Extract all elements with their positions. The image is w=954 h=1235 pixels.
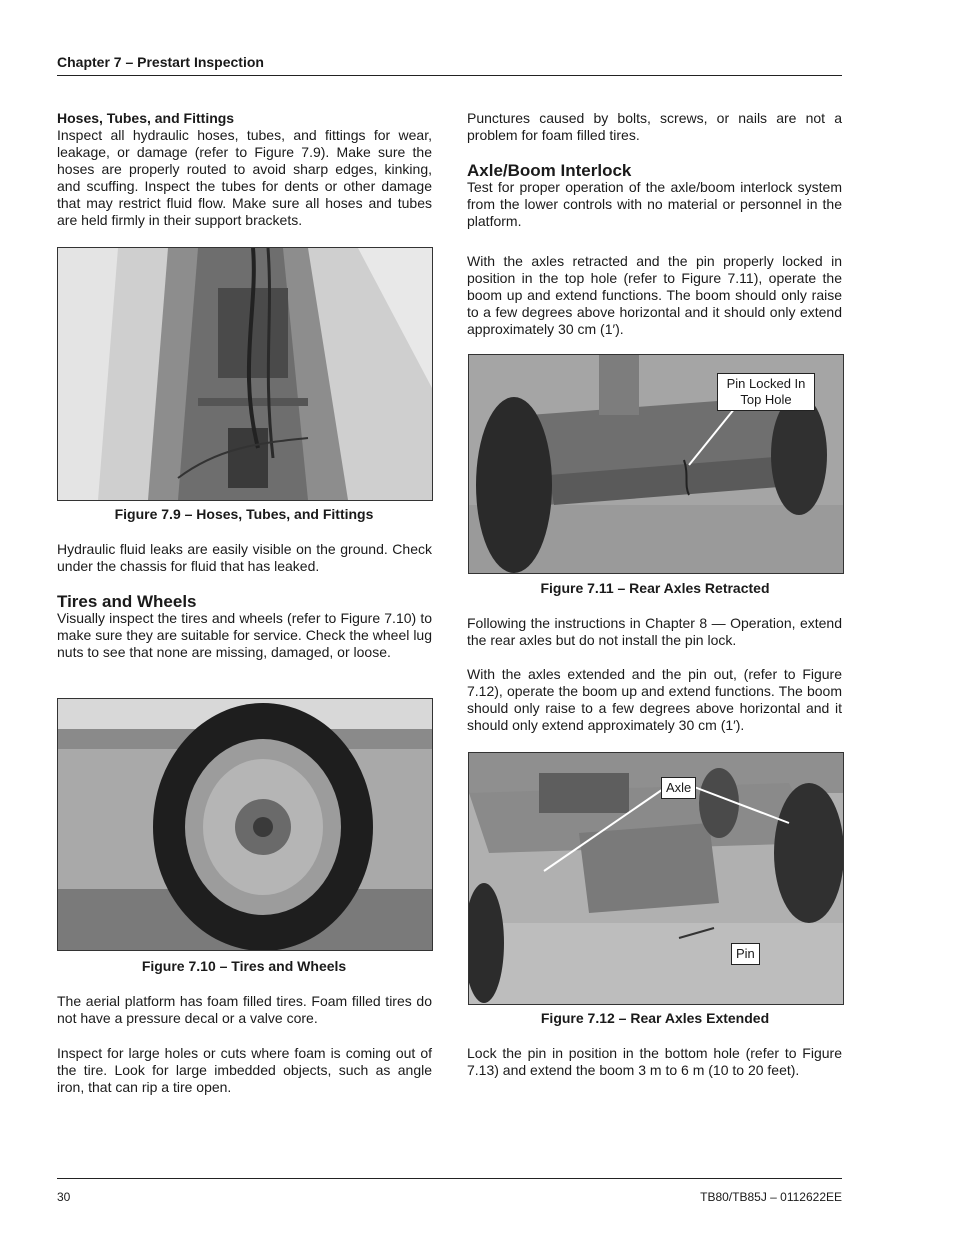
fig12-axle-callout: Axle: [661, 777, 696, 799]
tires-section: [57, 593, 432, 661]
lock-paragraph: Lock the pin in position in the bottom hole (refer to Figure 7.13) and extend the boom 3 m to 6 m (10 to 20 feet).: [467, 1045, 842, 1078]
figure-7-10-photo: [57, 698, 433, 951]
following-section: [467, 615, 842, 649]
figure-7-10-caption: Figure 7.10 – Tires and Wheels: [141, 958, 347, 974]
hoses-title: Hoses, Tubes, and Fittings: [57, 110, 235, 126]
axle-title: Axle/Boom Interlock: [467, 161, 632, 180]
axle-section-2: [467, 253, 842, 338]
holes-paragraph: Inspect for large holes or cuts where foam is coming out of the tire. Look for large imbedded objects, such as angle iron, that can rip a tire open.: [57, 1045, 432, 1095]
tires-paragraph: Visually inspect the tires and wheels (refer to Figure 7.10) to make sure they are suitable for service. Check the wheel lug nuts to see that none are missing, damaged, or loose.: [57, 610, 432, 660]
following-paragraph: Following the instructions in Chapter 8 — Operation, extend the rear axles but do not install the pin lock.: [467, 615, 842, 648]
extended-paragraph: With the axles extended and the pin out, (refer to Figure 7.12), operate the boom up and extend functions. The boom should only raise to a few degrees above horizontal and it should only extend approximately 30 cm (1′).: [467, 666, 842, 733]
foam-section: [57, 993, 432, 1027]
leaks-paragraph: Hydraulic fluid leaks are easily visible on the ground. Check under the chassis for fluid that has leaked.: [57, 541, 432, 574]
chapter-header: Chapter 7 – Prestart Inspection: [57, 54, 264, 70]
axle-paragraph-2: With the axles retracted and the pin properly locked in position in the top hole (refer to Figure 7.11), operate the boom up and extend functions. The boom should only raise to a few degrees above horizontal and it should only extend approximately 30 cm (1′).: [467, 253, 842, 337]
foam-paragraph: The aerial platform has foam filled tires. Foam filled tires do not have a pressure decal or a valve core.: [57, 993, 432, 1026]
fig12-pin-callout: Pin: [731, 943, 760, 965]
figure-7-12-caption: Figure 7.12 – Rear Axles Extended: [540, 1010, 770, 1026]
axle-section: [467, 162, 842, 230]
fig11-callout-line1: Pin Locked In: [726, 376, 806, 391]
figure-7-9-caption: Figure 7.9 – Hoses, Tubes, and Fittings: [114, 506, 374, 522]
figure-7-11-photo: [468, 354, 844, 574]
lock-section: [467, 1045, 842, 1079]
holes-section: [57, 1045, 432, 1096]
fig11-callout-line2: Top Hole: [740, 392, 792, 407]
punctures-paragraph: Punctures caused by bolts, screws, or nails are not a problem for foam filled tires.: [467, 110, 842, 143]
figure-7-9-photo: [57, 247, 433, 501]
footer-rule: [57, 1178, 842, 1179]
fig11-pin-callout: [717, 373, 815, 411]
extended-section: [467, 666, 842, 734]
tires-title: Tires and Wheels: [57, 592, 197, 611]
axle-paragraph-1: Test for proper operation of the axle/boom interlock system from the lower controls with no material or personnel in the platform.: [467, 179, 842, 229]
figure-7-12-photo: [468, 752, 844, 1005]
page-number: 30: [57, 1190, 71, 1204]
hoses-paragraph: Inspect all hydraulic hoses, tubes, and fittings for wear, leakage, or damage (refer to Figure 7.9). Make sure the hoses are properly routed to avoid sharp edges, kinking, and scuffing. Inspect the tubes for dents or other damage that may restrict fluid flow. Make sure all hoses and tubes are held firmly in their support brackets.: [57, 127, 432, 228]
leaks-section: [57, 541, 432, 575]
document-id: TB80/TB85J – 0112622EE: [700, 1190, 842, 1204]
hoses-section: [57, 110, 432, 229]
header-rule: [57, 75, 842, 76]
punctures-section: [467, 110, 842, 144]
figure-7-11-caption: Figure 7.11 – Rear Axles Retracted: [540, 580, 770, 596]
